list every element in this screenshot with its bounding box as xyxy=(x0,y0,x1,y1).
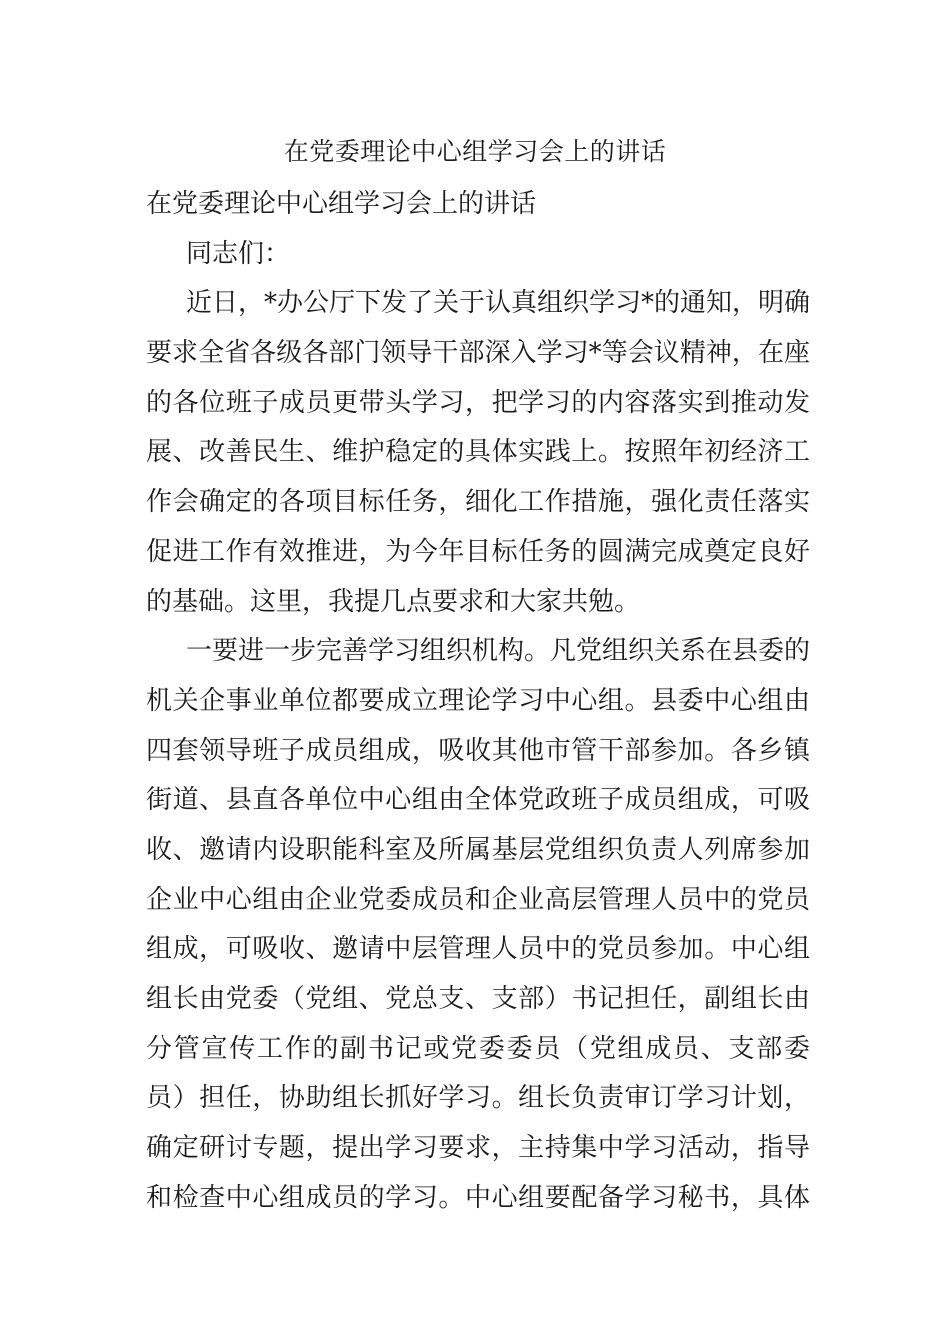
paragraph-1-line-4: 展、改善民生、维护稳定的具体实践上。按照年初经济工 xyxy=(146,437,810,468)
paragraph-2-line-8: 组长由党委（党组、党总支、支部）书记担任，副组长由 xyxy=(146,984,810,1014)
paragraph-2-line-5: 收、邀请内设职能科室及所属基层党组织负责人列席参加 xyxy=(146,834,810,865)
paragraph-2-line-11: 确定研讨专题，提出学习要求，主持集中学习活动，指导 xyxy=(146,1133,810,1164)
paragraph-1-line-5: 作会确定的各项目标任务，细化工作措施，强化责任落实 xyxy=(146,487,810,518)
document-title: 在党委理论中心组学习会上的讲话 xyxy=(283,137,667,166)
paragraph-2-line-12: 和检查中心组成员的学习。中心组要配备学习秘书，具体 xyxy=(146,1182,810,1213)
paragraph-1-line-2: 要求全省各级各部门领导干部深入学习*等会议精神，在座 xyxy=(146,338,810,369)
paragraph-2-line-7: 组成，可吸收、邀请中层管理人员中的党员参加。中心组 xyxy=(146,934,810,965)
paragraph-2-line-9: 分管宣传工作的副书记或党委委员（党组成员、支部委 xyxy=(146,1033,810,1064)
paragraph-1-line-3: 的各位班子成员更带头学习，把学习的内容落实到推动发 xyxy=(146,387,810,418)
paragraph-2-line-1: 一要进一步完善学习组织机构。凡党组织关系在县委的 xyxy=(186,636,811,667)
greeting-line: 同志们： xyxy=(186,238,291,269)
paragraph-1-line-1: 近日，*办公厅下发了关于认真组织学习*的通知，明确 xyxy=(186,288,811,319)
paragraph-2-line-3: 四套领导班子成员组成，吸收其他市管干部参加。各乡镇 xyxy=(146,735,810,766)
paragraph-2-line-2: 机关企事业单位都要成立理论学习中心组。县委中心组由 xyxy=(146,685,810,716)
paragraph-1-line-6: 促进工作有效推进，为今年目标任务的圆满完成奠定良好 xyxy=(146,536,810,567)
paragraph-2-line-6: 企业中心组由企业党委成员和企业高层管理人员中的党员 xyxy=(146,884,810,915)
paragraph-2-line-4: 街道、县直各单位中心组由全体党政班子成员组成，可吸 xyxy=(146,785,810,816)
paragraph-1-line-7: 的基础。这里，我提几点要求和大家共勉。 xyxy=(146,586,641,617)
paragraph-2-line-10: 员）担任，协助组长抓好学习。组长负责审订学习计划， xyxy=(146,1083,810,1114)
body-subtitle-line: 在党委理论中心组学习会上的讲话 xyxy=(146,189,537,219)
document-body xyxy=(146,180,810,1223)
